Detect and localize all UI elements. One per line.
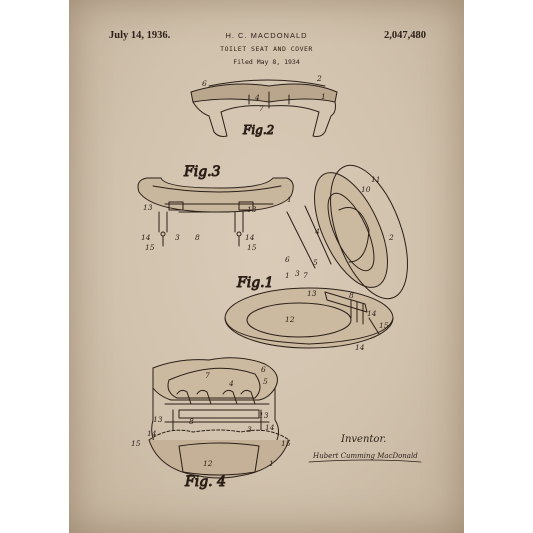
svg-text:14: 14 bbox=[141, 233, 151, 242]
svg-text:13: 13 bbox=[259, 411, 269, 420]
svg-text:11: 11 bbox=[371, 175, 381, 184]
svg-text:3: 3 bbox=[247, 425, 252, 434]
svg-text:6: 6 bbox=[285, 255, 290, 264]
figure-4-label: Fig. 4 bbox=[185, 474, 226, 490]
svg-text:1: 1 bbox=[269, 459, 274, 468]
svg-text:5: 5 bbox=[263, 377, 268, 386]
patent-date: July 14, 1936. bbox=[109, 30, 171, 41]
svg-text:14: 14 bbox=[265, 423, 275, 432]
inventor-signature: Hubert Cumming MacDonald bbox=[313, 452, 418, 460]
svg-text:6: 6 bbox=[202, 79, 207, 88]
svg-text:7: 7 bbox=[259, 104, 264, 113]
svg-text:13: 13 bbox=[153, 415, 163, 424]
patent-drawing bbox=[69, 0, 464, 533]
patent-number: 2,047,480 bbox=[384, 30, 426, 41]
svg-text:3: 3 bbox=[295, 269, 300, 278]
svg-text:12: 12 bbox=[203, 459, 213, 468]
svg-text:1: 1 bbox=[321, 92, 326, 101]
inventor-label: Inventor. bbox=[341, 434, 387, 445]
svg-text:1: 1 bbox=[287, 195, 292, 204]
figure-3-label: Fig.3 bbox=[184, 164, 221, 180]
svg-text:5: 5 bbox=[313, 258, 318, 267]
svg-text:8: 8 bbox=[349, 291, 354, 300]
svg-text:4: 4 bbox=[229, 379, 234, 388]
svg-text:15: 15 bbox=[145, 243, 155, 252]
patent-title: TOILET SEAT AND COVER bbox=[220, 45, 313, 53]
svg-text:2: 2 bbox=[389, 233, 394, 242]
svg-text:7: 7 bbox=[205, 371, 210, 380]
svg-text:14: 14 bbox=[367, 309, 377, 318]
svg-text:13: 13 bbox=[307, 289, 317, 298]
svg-text:7: 7 bbox=[303, 271, 308, 280]
svg-text:3: 3 bbox=[175, 233, 180, 242]
svg-text:10: 10 bbox=[361, 185, 371, 194]
svg-text:14: 14 bbox=[355, 343, 365, 352]
svg-text:4: 4 bbox=[315, 227, 320, 236]
signature-underline bbox=[309, 460, 421, 462]
svg-text:4: 4 bbox=[255, 93, 260, 102]
inventor-name: H. C. MACDONALD bbox=[225, 31, 308, 40]
svg-text:15: 15 bbox=[131, 439, 141, 448]
figure-3-drawing bbox=[138, 178, 293, 246]
svg-text:1: 1 bbox=[285, 271, 290, 280]
svg-text:13: 13 bbox=[247, 205, 257, 214]
figure-1-label: Fig.1 bbox=[237, 275, 274, 291]
filed-date: Filed May 8, 1934 bbox=[233, 58, 300, 66]
svg-text:13: 13 bbox=[143, 203, 153, 212]
patent-sheet bbox=[69, 0, 464, 533]
svg-text:2: 2 bbox=[317, 74, 322, 83]
svg-text:15: 15 bbox=[379, 321, 389, 330]
svg-text:15: 15 bbox=[247, 243, 257, 252]
svg-text:15: 15 bbox=[281, 439, 291, 448]
svg-text:12: 12 bbox=[285, 315, 295, 324]
svg-text:14: 14 bbox=[147, 429, 157, 438]
svg-text:6: 6 bbox=[261, 365, 266, 374]
figure-2-label: Fig.2 bbox=[243, 123, 275, 137]
svg-text:8: 8 bbox=[195, 233, 200, 242]
svg-text:8: 8 bbox=[189, 417, 194, 426]
svg-text:14: 14 bbox=[245, 233, 255, 242]
